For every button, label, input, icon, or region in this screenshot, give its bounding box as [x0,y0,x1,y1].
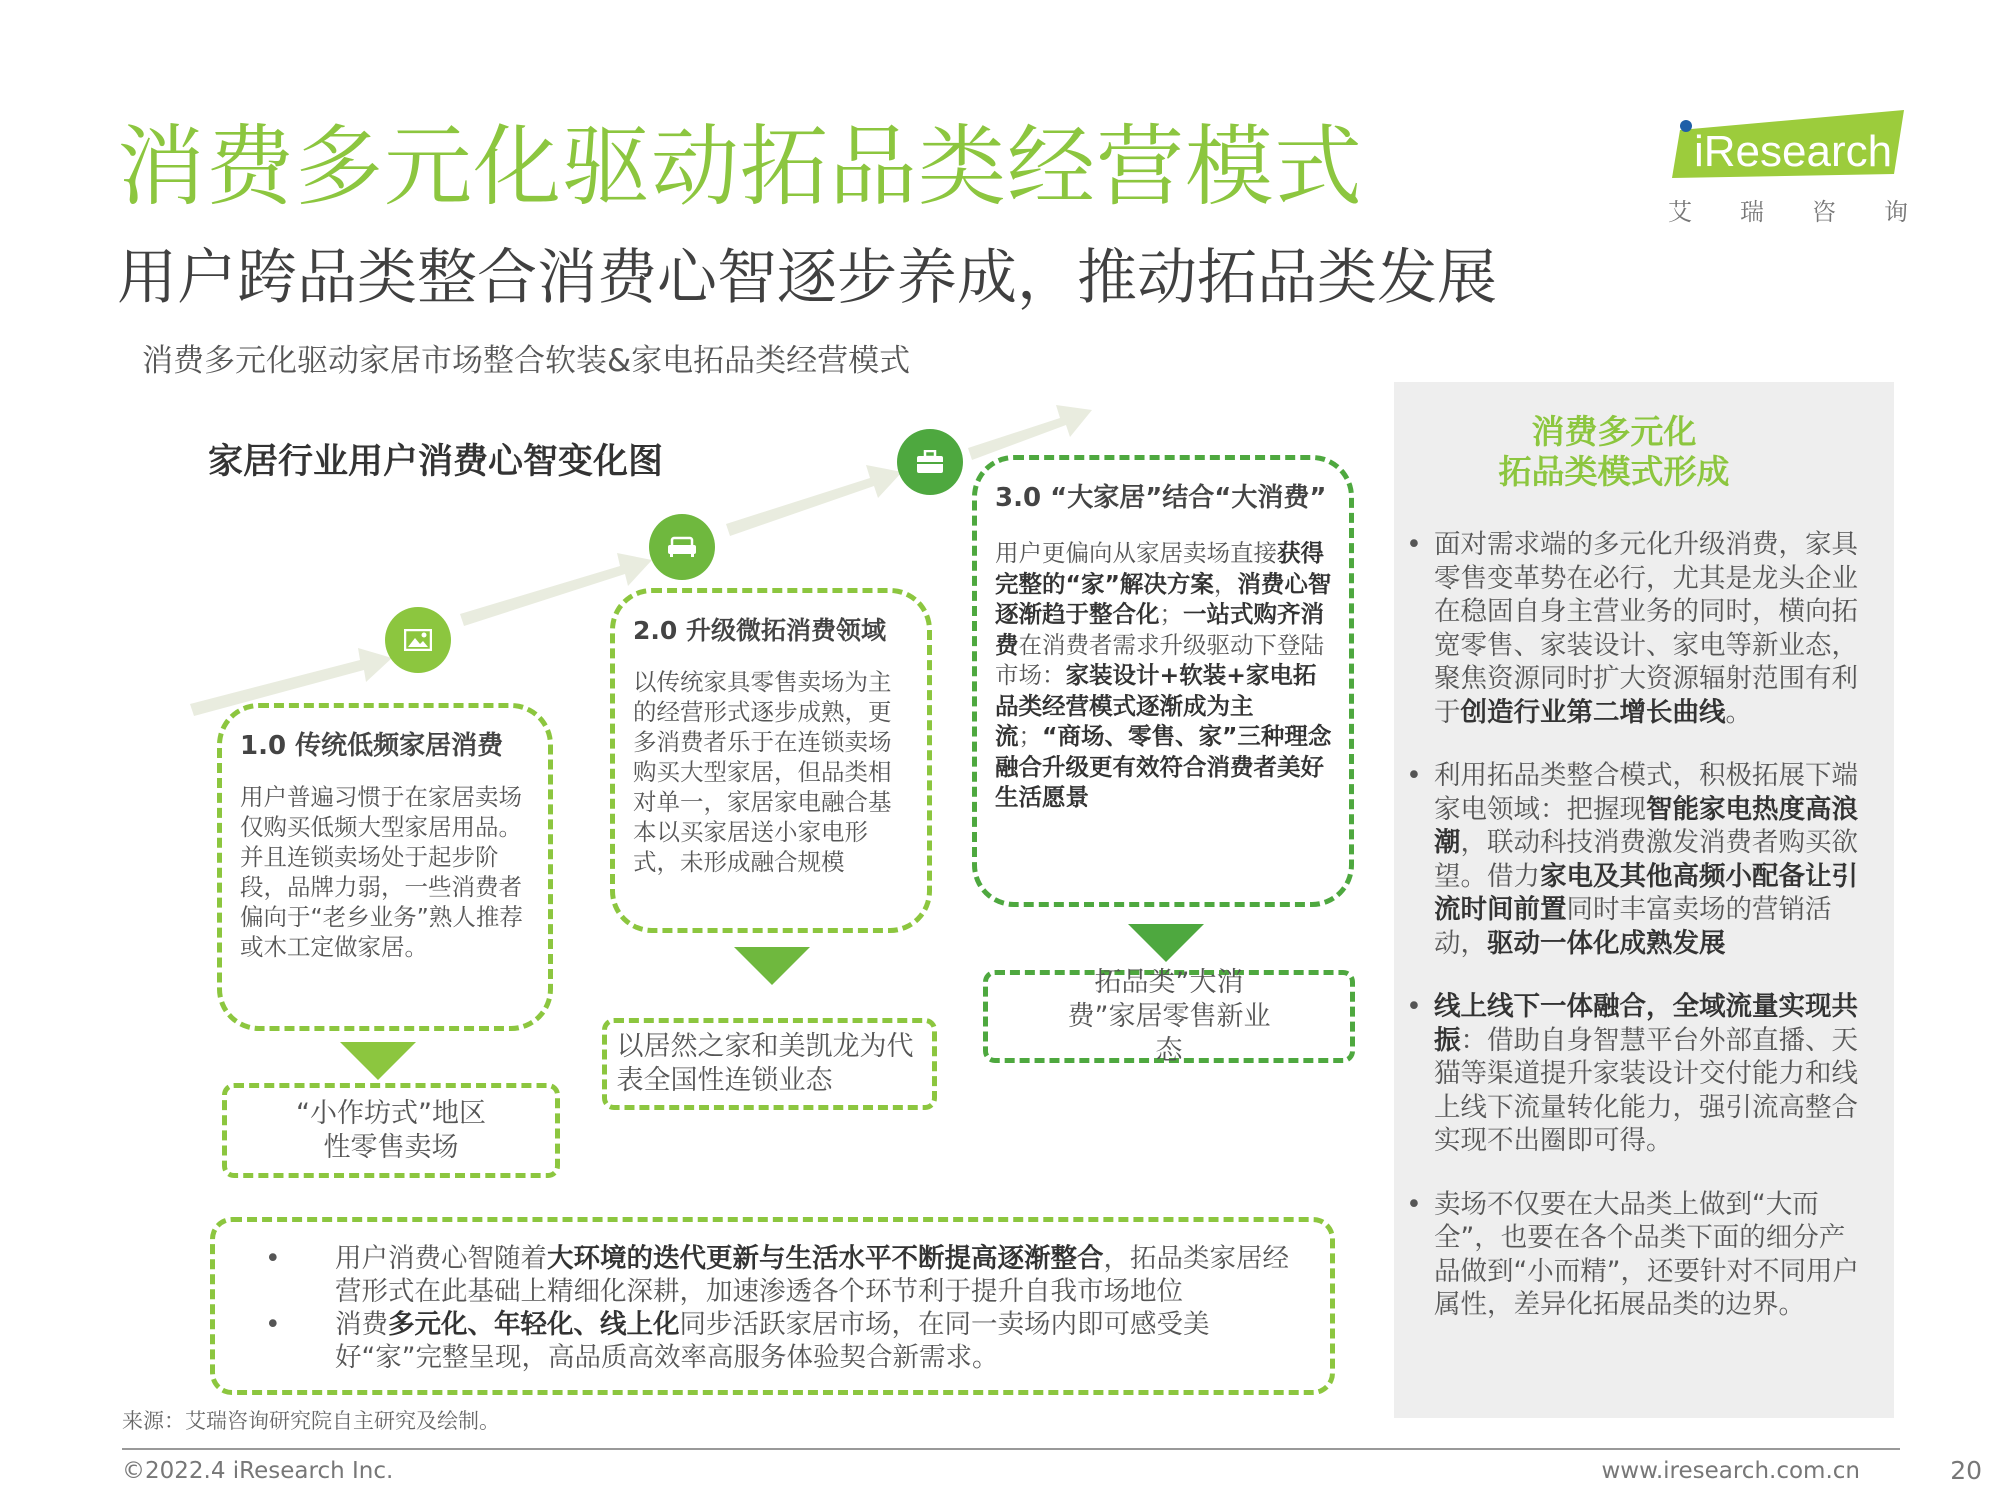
summary-item [245,1242,1300,1308]
side-bold: 线上线下一体融合，全域流量实现共振 [1434,991,1858,1056]
stage-3-bold: 消费心智逐渐趋于整合化 [995,569,1332,628]
stage-1-result-text: “小作坊式”地区性零售卖场 [296,1097,486,1163]
stage-3-text: ， [1213,569,1238,598]
stage-3-text: ； [1159,600,1183,628]
section-label: 消费多元化驱动家居市场整合软装&家电拓品类经营模式 [142,343,911,379]
side-title-line: 拓品类模式形成 [1498,452,1730,491]
stage-2-heading: 2.0 升级微拓消费领域 [633,616,886,645]
side-title-line: 消费多元化 [1531,412,1697,451]
stage-3-heading: 3.0 “大家居”结合“大消费” [995,483,1327,513]
logo-cn-char: 询 [1884,198,1908,226]
bullet: • [1406,1188,1422,1220]
logo-cn-char: 咨 [1812,198,1836,226]
side-list-item [1394,528,1874,729]
side-text: 利用拓品类整合模式，积极拓展下端家电领域：把握现 [1434,760,1858,825]
bullet: • [1406,760,1422,791]
stage-2-body: 以传统家具零售卖场为主的经营形式逐步成熟，更多消费者乐于在连锁卖场购买大型家居，但品类相对单一，家居家电融合基本以买家居送小家电形式，未形成融合规模 [633,668,892,876]
summary-item [245,1308,1300,1374]
bullet: • [265,1309,281,1340]
side-bold: 创造行业第二增长曲线 [1460,696,1726,728]
arrow-segment [726,465,902,536]
arrow-segment [968,405,1092,460]
side-text: 面对需求端的多元化升级消费，家具零售变革势在必行，尤其是龙头企业在稳固自身主营业务的同时，横向拓宽零售、家装设计、家电等新业态，聚焦资源同时扩大资源辐射范围有利于 [1434,529,1858,728]
stage-1-box [217,703,553,1031]
summary-box [210,1217,1335,1395]
side-text: 卖场不仅要在大品类上做到“大而全”，也要在各个品类下面的细分产品做到“小而精”，还要针对不同用户属性，差异化拓展品类的边界。 [1434,1188,1859,1320]
side-bold: 驱动一体化成熟发展 [1487,927,1726,959]
page-subtitle: 用户跨品类整合消费心智逐步养成，推动拓品类发展 [117,243,1497,313]
logo-brand-text: iResearch [1694,127,1893,176]
briefcase-icon [897,429,963,495]
stage-3-body [995,538,1333,813]
side-list-item [1394,1188,1874,1322]
copyright: ©2022.4 iResearch Inc. [122,1458,394,1484]
stage-3-bold: 家装设计+软装+家电拓品类经营模式逐渐成为主流 [995,661,1317,750]
summary-text: 消费 [335,1309,388,1340]
website-link[interactable]: www.iresearch.com.cn [1601,1458,1860,1484]
summary-text: ，拓品类家居经营形式在此基础上精细化深耕，加速渗透各个环节利于提升自我市场地位 [335,1243,1289,1307]
bullet: • [1406,529,1422,560]
side-text: ：借助自身智慧平台外部直播、天猫等渠道提升家装设计交付能力和线上线下流量转化能力，强引流高整合实现不出圈即可得。 [1434,1024,1858,1156]
sofa-icon [649,514,715,580]
stage-2-result [602,1018,937,1110]
logo-cn-char: 艾 [1668,198,1692,226]
page-number: 20 [1950,1456,1982,1485]
summary-bold: 多元化、年轻化、线上化 [388,1309,680,1340]
stage-3-text: 用户更偏向从家居卖场直接 [995,539,1277,567]
stage-3-bold: “商场、零售、家”三种理念融合升级更有效符合消费者美好生活愿景 [995,722,1332,811]
stage-2-box [610,588,932,933]
side-list-item [1394,759,1874,960]
side-text: ，联动科技消费激发消费者购买欲望。借力 [1434,827,1858,892]
summary-text: 同步活跃家居市场，在同一卖场内即可感受美好“家”完整呈现，高品质高效率高服务体验契合新需求。 [335,1309,1210,1373]
logo-cn-text [1668,192,1908,227]
bullet: • [1406,991,1422,1022]
stage-1-heading: 1.0 传统低频家居消费 [240,731,504,761]
stage-2-result-text: 以居然之家和美凯龙为代表全国性连锁业态 [616,1031,914,1096]
stage-3-result-text: 拓品类”大消费”家居零售新业态 [1067,966,1271,1066]
side-text: 。 [1725,696,1752,728]
side-text: 同时丰富卖场的营销活动， [1434,894,1832,959]
footer-divider [122,1448,1900,1450]
stage-3-result [983,966,1355,1066]
side-list-item [1394,990,1874,1158]
summary-text: 用户消费心智随着 [335,1243,547,1274]
image-icon [385,607,451,673]
stage-1-body: 用户普遍习惯于在家居卖场仅购买低频大型家居用品。并且连锁卖场处于起步阶段，品牌力弱，一些消费者偏向于“老乡业务”熟人推荐或木工定做家居。 [240,783,523,961]
down-arrow-icon [734,947,810,985]
down-arrow-icon [340,1042,416,1080]
side-bold: 智能家电热度高浪潮 [1434,793,1858,858]
stage-3-box [972,455,1354,907]
stage-1-result [222,1083,560,1178]
source-note: 来源：艾瑞咨询研究院自主研究及绘制。 [122,1409,500,1433]
side-panel-title [1394,412,1834,492]
logo-cn-char: 瑞 [1740,198,1764,226]
side-bold: 家电及其他高频小配备让引流时间前置 [1434,860,1858,925]
stage-3-text: 在消费者需求升级驱动下登陆市场： [995,630,1324,689]
stage-3-bold: 获得完整的“家”解决方案 [995,539,1324,598]
chart-title: 家居行业用户消费心智变化图 [208,442,664,482]
down-arrow-icon [1128,924,1204,962]
bullet: • [265,1243,281,1274]
stage-3-bold: 一站式购齐消费 [995,600,1324,659]
stage-3-text: ； [1018,722,1042,750]
side-list [1394,528,1874,1352]
page-title: 消费多元化驱动拓品类经营模式 [117,115,1364,218]
summary-bold: 大环境的迭代更新与生活水平不断提高逐渐整合 [547,1243,1104,1274]
